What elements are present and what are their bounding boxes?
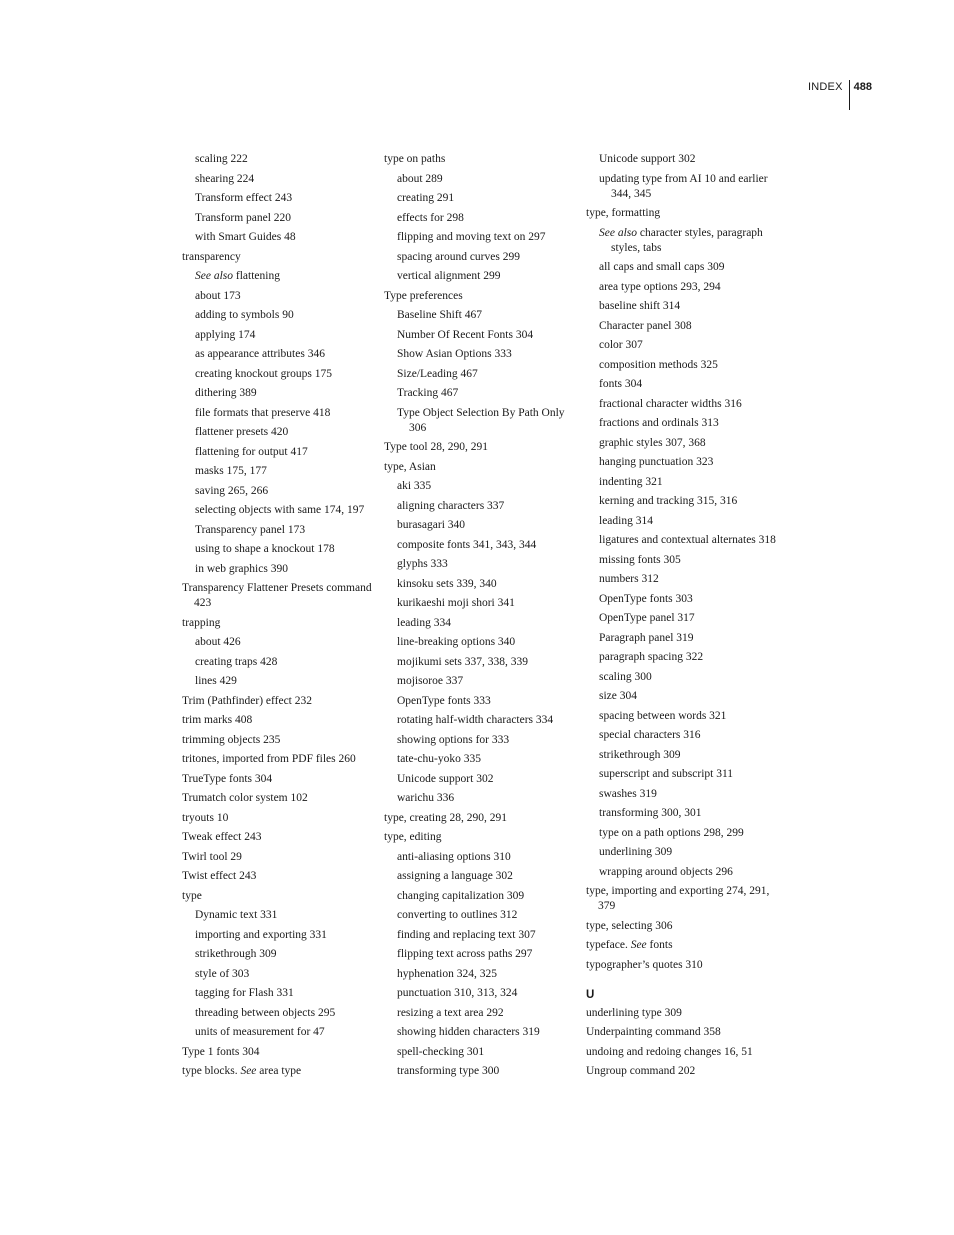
entry-text: changing capitalization 309	[397, 889, 525, 902]
letter-heading: U	[586, 988, 595, 1001]
entry-text: dithering 389	[195, 387, 257, 399]
entry-text: units of measurement for 47	[195, 1026, 325, 1038]
index-subentry	[384, 967, 574, 982]
index-subentry	[384, 752, 574, 767]
index-entry	[384, 830, 574, 845]
entry-text: underlining 309	[599, 846, 673, 858]
entry-text: character styles, paragraph styles, tabs	[611, 226, 763, 254]
entry-text: vertical alignment 299	[397, 270, 501, 282]
entry-text: with Smart Guides 48	[195, 231, 296, 243]
entry-text: tritones, imported from PDF files 260	[182, 753, 356, 765]
index-subentry	[182, 947, 372, 962]
index-subentry	[182, 635, 372, 650]
index-entry	[182, 772, 372, 787]
entry-text: trimming objects 235	[182, 733, 281, 746]
entry-text: tagging for Flash 331	[195, 987, 294, 999]
index-subentry	[586, 689, 776, 704]
entry-text: spell-checking 301	[397, 1045, 485, 1058]
entry-text: Type tool 28, 290, 291	[384, 441, 488, 453]
entry-text: Character panel 308	[599, 319, 692, 332]
entry-text: as appearance attributes 346	[195, 348, 325, 360]
running-header	[808, 80, 872, 110]
index-entry	[586, 938, 776, 953]
index-subentry	[182, 542, 372, 557]
index-entry	[586, 884, 776, 914]
entry-text: type on paths	[384, 153, 446, 165]
entry-text: threading between objects 295	[195, 1006, 336, 1019]
index-subentry	[384, 191, 574, 206]
index-subentry	[182, 308, 372, 323]
index-subentry	[384, 557, 574, 572]
entry-text: glyphs 333	[397, 558, 448, 570]
entry-text: punctuation 310, 313, 324	[397, 987, 518, 999]
entry-text: adding to symbols 90	[195, 309, 294, 321]
index-subentry	[182, 986, 372, 1001]
entry-text: TrueType fonts 304	[182, 772, 273, 785]
entry-text: special characters 316	[599, 729, 701, 741]
entry-text: Paragraph panel 319	[599, 631, 694, 644]
index-subentry	[586, 358, 776, 373]
index-subentry	[182, 211, 372, 226]
entry-text: flipping and moving text on 297	[397, 231, 546, 243]
entry-text: Trumatch color system 102	[182, 792, 308, 804]
index-subentry	[182, 445, 372, 460]
index-entry	[182, 791, 372, 806]
index-subentry	[182, 562, 372, 577]
section-label: INDEX	[808, 81, 843, 93]
entry-text: Type 1 fonts 304	[182, 1045, 260, 1058]
index-subentry	[384, 308, 574, 323]
index-subentry	[384, 869, 574, 884]
index-subentry	[586, 280, 776, 295]
index-subentry	[586, 611, 776, 626]
index-entry	[182, 581, 372, 611]
entry-text: lines 429	[195, 675, 237, 687]
index-subentry	[586, 787, 776, 802]
entry-text: showing options for 333	[397, 733, 510, 746]
entry-text: tryouts 10	[182, 811, 229, 824]
index-subentry	[586, 455, 776, 470]
entry-text: transparency	[182, 250, 241, 263]
index-subentry	[586, 728, 776, 743]
index-subentry	[384, 269, 574, 284]
entry-text: swashes 319	[599, 787, 657, 800]
index-subentry	[586, 226, 776, 256]
see-label: See	[240, 1065, 257, 1077]
entry-text: spacing between words 321	[599, 709, 727, 722]
index-subentry	[384, 347, 574, 362]
entry-text: wrapping around objects 296	[599, 865, 733, 878]
entry-text: type, creating 28, 290, 291	[384, 811, 507, 824]
index-subentry	[586, 650, 776, 665]
index-subentry	[586, 572, 776, 587]
index-subentry	[182, 386, 372, 401]
entry-text: Twist effect 243	[182, 870, 257, 882]
index-subentry	[384, 889, 574, 904]
entry-text: composition methods 325	[599, 358, 718, 371]
index-entry	[182, 713, 372, 728]
index-subentry	[384, 250, 574, 265]
index-entry	[586, 919, 776, 934]
index-column-1	[182, 152, 372, 1084]
index-entry	[384, 460, 574, 475]
entry-text: Type Object Selection By Path Only 306	[397, 406, 565, 434]
index-subentry	[586, 377, 776, 392]
index-subentry	[182, 503, 372, 518]
index-entry	[182, 889, 372, 904]
entry-text: tate-chu-yoko 335	[397, 753, 481, 765]
index-subentry	[586, 514, 776, 529]
index-subentry	[182, 269, 372, 284]
entry-text: Unicode support 302	[397, 772, 494, 785]
index-subentry	[586, 592, 776, 607]
index-subentry	[384, 386, 574, 401]
entry-text: kerning and tracking 315, 316	[599, 495, 738, 507]
see-label: See	[630, 939, 647, 951]
entry-text: undoing and redoing changes 16, 51	[586, 1045, 753, 1058]
index-entry	[182, 250, 372, 265]
entry-text: underlining type 309	[586, 1006, 682, 1019]
entry-text: applying 174	[195, 328, 256, 341]
entry-text: file formats that preserve 418	[195, 406, 331, 419]
index-subentry	[586, 631, 776, 646]
index-subentry	[384, 596, 574, 611]
entry-text: size 304	[599, 690, 638, 702]
entry-text: mojikumi sets 337, 338, 339	[397, 655, 528, 668]
entry-text: strikethrough 309	[195, 948, 277, 960]
index-subentry	[384, 328, 574, 343]
index-subentry	[182, 347, 372, 362]
index-subentry	[182, 289, 372, 304]
entry-text: aligning characters 337	[397, 499, 505, 512]
index-subentry	[182, 425, 372, 440]
entry-text: creating traps 428	[195, 655, 278, 668]
entry-text: type, importing and exporting 274, 291, 379	[586, 885, 770, 912]
entry-text: typographer’s quotes 310	[586, 958, 703, 971]
entry-text: Transparency Flattener Presets command 423	[182, 582, 372, 609]
index-subentry	[586, 475, 776, 490]
see-also-label: See also	[599, 226, 638, 239]
index-entry	[586, 1025, 776, 1040]
entry-text: hanging punctuation 323	[599, 456, 714, 468]
index-entry	[182, 616, 372, 631]
index-subentry	[586, 494, 776, 509]
entry-text: Tweak effect 243	[182, 831, 262, 843]
index-subentry	[384, 986, 574, 1001]
entry-text: finding and replacing text 307	[397, 928, 536, 941]
index-subentry	[182, 908, 372, 923]
entry-text: type, formatting	[586, 207, 661, 219]
index-subentry	[586, 338, 776, 353]
index-entry	[182, 850, 372, 865]
index-subentry	[182, 464, 372, 479]
entry-text: type blocks.	[182, 1065, 241, 1077]
index-subentry	[384, 850, 574, 865]
see-also-label: See also	[195, 270, 234, 282]
index-subentry	[384, 616, 574, 631]
index-subentry	[182, 406, 372, 421]
index-subentry	[384, 713, 574, 728]
index-subentry	[384, 908, 574, 923]
index-subentry	[586, 152, 776, 167]
entry-text: fonts 304	[599, 378, 643, 390]
entry-text: type, editing	[384, 831, 442, 843]
index-subentry	[182, 967, 372, 982]
entry-text: scaling 222	[195, 153, 248, 165]
entry-text: about 173	[195, 289, 241, 302]
entry-see-target: fonts	[646, 939, 673, 951]
index-subentry	[384, 1064, 574, 1079]
index-subentry	[586, 172, 776, 202]
entry-text: Trim (Pathfinder) effect 232	[182, 694, 312, 707]
entry-text: leading 314	[599, 514, 653, 527]
entry-text: flattening for output 417	[195, 445, 308, 458]
index-entry	[182, 733, 372, 748]
index-subentry	[586, 709, 776, 724]
entry-text: showing hidden characters 319	[397, 1026, 540, 1038]
entry-text: baseline shift 314	[599, 300, 681, 312]
index-entry	[586, 1006, 776, 1021]
entry-text: type	[182, 889, 202, 902]
entry-text: fractional character widths 316	[599, 397, 742, 410]
entry-text: anti-aliasing options 310	[397, 850, 511, 863]
entry-text: flipping text across paths 297	[397, 948, 533, 960]
index-column-3	[586, 152, 776, 1084]
index-subentry	[586, 533, 776, 548]
entry-text: composite fonts 341, 343, 344	[397, 538, 537, 551]
entry-text: masks 175, 177	[195, 465, 267, 477]
index-entry	[182, 869, 372, 884]
entry-text: Size/Leading 467	[397, 367, 478, 380]
index-subentry	[384, 538, 574, 553]
index-subentry	[384, 655, 574, 670]
entry-text: trim marks 408	[182, 714, 253, 726]
index-entry	[182, 1064, 372, 1079]
index-subentry	[586, 416, 776, 431]
index-subentry	[182, 523, 372, 538]
index-subentry	[384, 928, 574, 943]
entry-text: transforming 300, 301	[599, 807, 702, 819]
entry-text: selecting objects with same 174, 197	[195, 504, 365, 516]
entry-text: creating knockout groups 175	[195, 367, 333, 380]
page-number: 488	[853, 81, 872, 93]
index-subentry	[384, 733, 574, 748]
entry-text: strikethrough 309	[599, 748, 681, 761]
index-entry	[384, 152, 574, 167]
index-subentry	[384, 577, 574, 592]
entry-text: importing and exporting 331	[195, 928, 327, 941]
index-entry	[586, 958, 776, 973]
entry-text: spacing around curves 299	[397, 250, 520, 263]
entry-text: leading 334	[397, 616, 451, 629]
entry-text: flattener presets 420	[195, 426, 289, 438]
entry-text: Show Asian Options 333	[397, 348, 512, 360]
entry-text: OpenType panel 317	[599, 612, 695, 624]
index-subentry	[384, 211, 574, 226]
entry-text: Number Of Recent Fonts 304	[397, 328, 534, 341]
entry-text: using to shape a knockout 178	[195, 543, 335, 555]
entry-text: saving 265, 266	[195, 484, 269, 497]
index-subentry	[384, 674, 574, 689]
entry-text: assigning a language 302	[397, 870, 513, 882]
index-subentry	[384, 406, 574, 436]
index-subentry	[586, 553, 776, 568]
index-subentry	[586, 845, 776, 860]
entry-text: type on a path options 298, 299	[599, 826, 744, 839]
entry-text: indenting 321	[599, 475, 663, 488]
entry-text: type, selecting 306	[586, 919, 673, 932]
entry-text: Baseline Shift 467	[397, 309, 482, 321]
entry-text: OpenType fonts 333	[397, 694, 491, 707]
entry-text: type, Asian	[384, 460, 436, 473]
index-column-2	[384, 152, 574, 1084]
index-subentry	[586, 670, 776, 685]
entry-text: Transform panel 220	[195, 211, 292, 224]
index-subentry	[384, 230, 574, 245]
entry-text: mojisoroe 337	[397, 675, 464, 687]
entry-text: about 426	[195, 636, 241, 648]
entry-text: creating 291	[397, 192, 455, 204]
index-entry	[586, 1045, 776, 1060]
entry-text: hyphenation 324, 325	[397, 967, 497, 980]
index-subentry	[182, 484, 372, 499]
index-subentry	[384, 499, 574, 514]
entry-text: resizing a text area 292	[397, 1006, 504, 1019]
index-subentry	[384, 367, 574, 382]
index-subentry	[586, 767, 776, 782]
index-subentry	[586, 865, 776, 880]
entry-text: Type preferences	[384, 289, 463, 302]
entry-text: Tracking 467	[397, 387, 459, 399]
index-subentry	[586, 260, 776, 275]
entry-text: paragraph spacing 322	[599, 651, 704, 663]
entry-text: Twirl tool 29	[182, 850, 242, 863]
index-subentry	[384, 518, 574, 533]
index-subentry	[586, 806, 776, 821]
entry-see-target: area type	[256, 1065, 302, 1077]
index-subentry	[586, 826, 776, 841]
entry-text: scaling 300	[599, 670, 652, 683]
entry-text: area type options 293, 294	[599, 280, 721, 293]
entry-text: typeface.	[586, 939, 631, 951]
index-subentry	[384, 947, 574, 962]
entry-text: numbers 312	[599, 573, 659, 585]
entry-text: shearing 224	[195, 172, 255, 185]
entry-text: style of 303	[195, 967, 250, 980]
index-subentry	[384, 1045, 574, 1060]
index-subentry	[182, 1006, 372, 1021]
entry-text: kurikaeshi moji shori 341	[397, 597, 515, 609]
entry-text: superscript and subscript 311	[599, 768, 734, 780]
entry-text: flattening	[233, 270, 280, 282]
index-subentry	[384, 1025, 574, 1040]
index-subentry	[182, 152, 372, 167]
index-subentry	[384, 1006, 574, 1021]
index-subentry	[384, 172, 574, 187]
index-entry	[182, 694, 372, 709]
entry-text: updating type from AI 10 and earlier 344, 345	[599, 172, 768, 200]
entry-text: rotating half-width characters 334	[397, 714, 554, 726]
entry-text: Transparency panel 173	[195, 523, 306, 536]
entry-text: Unicode support 302	[599, 153, 696, 165]
entry-text: effects for 298	[397, 211, 464, 224]
index-entry	[384, 289, 574, 304]
entry-text: OpenType fonts 303	[599, 592, 693, 605]
entry-text: about 289	[397, 172, 443, 185]
index-entry	[182, 1045, 372, 1060]
entry-text: warichu 336	[397, 792, 455, 804]
index-subentry	[384, 635, 574, 650]
index-subentry	[182, 1025, 372, 1040]
entry-text: line-breaking options 340	[397, 636, 516, 648]
index-subentry	[182, 230, 372, 245]
index-subentry	[586, 299, 776, 314]
entry-text: converting to outlines 312	[397, 909, 518, 921]
index-entry	[182, 752, 372, 767]
index-entry	[182, 830, 372, 845]
index-entry	[586, 206, 776, 221]
index-subentry	[586, 397, 776, 412]
index-subentry	[384, 694, 574, 709]
entry-text: aki 335	[397, 480, 432, 492]
index-subentry	[182, 674, 372, 689]
index-subentry	[384, 772, 574, 787]
entry-text: missing fonts 305	[599, 553, 681, 566]
index-entry	[586, 1064, 776, 1079]
index-subentry	[384, 479, 574, 494]
entry-text: Transform effect 243	[195, 192, 293, 204]
index-subentry	[182, 367, 372, 382]
entry-text: all caps and small caps 309	[599, 261, 725, 273]
index-subentry	[182, 172, 372, 187]
index-subentry	[182, 655, 372, 670]
index-subentry	[182, 328, 372, 343]
index-entry	[182, 811, 372, 826]
index-entry	[384, 440, 574, 455]
index-entry	[384, 811, 574, 826]
index-subentry	[586, 748, 776, 763]
entry-text: color 307	[599, 339, 643, 351]
entry-text: burasagari 340	[397, 519, 466, 531]
entry-text: graphic styles 307, 368	[599, 436, 706, 449]
index-subentry	[384, 791, 574, 806]
entry-text: trapping	[182, 616, 221, 629]
entry-text: in web graphics 390	[195, 562, 288, 575]
entry-text: Underpainting command 358	[586, 1026, 721, 1038]
entry-text: ligatures and contextual alternates 318	[599, 534, 776, 546]
index-subentry	[182, 928, 372, 943]
entry-text: kinsoku sets 339, 340	[397, 577, 497, 590]
entry-text: fractions and ordinals 313	[599, 417, 719, 429]
entry-text: Ungroup command 202	[586, 1065, 696, 1077]
entry-text: Dynamic text 331	[195, 909, 278, 921]
index-subentry	[586, 319, 776, 334]
index-subentry	[182, 191, 372, 206]
index-subentry	[586, 436, 776, 451]
entry-text: transforming type 300	[397, 1065, 500, 1077]
